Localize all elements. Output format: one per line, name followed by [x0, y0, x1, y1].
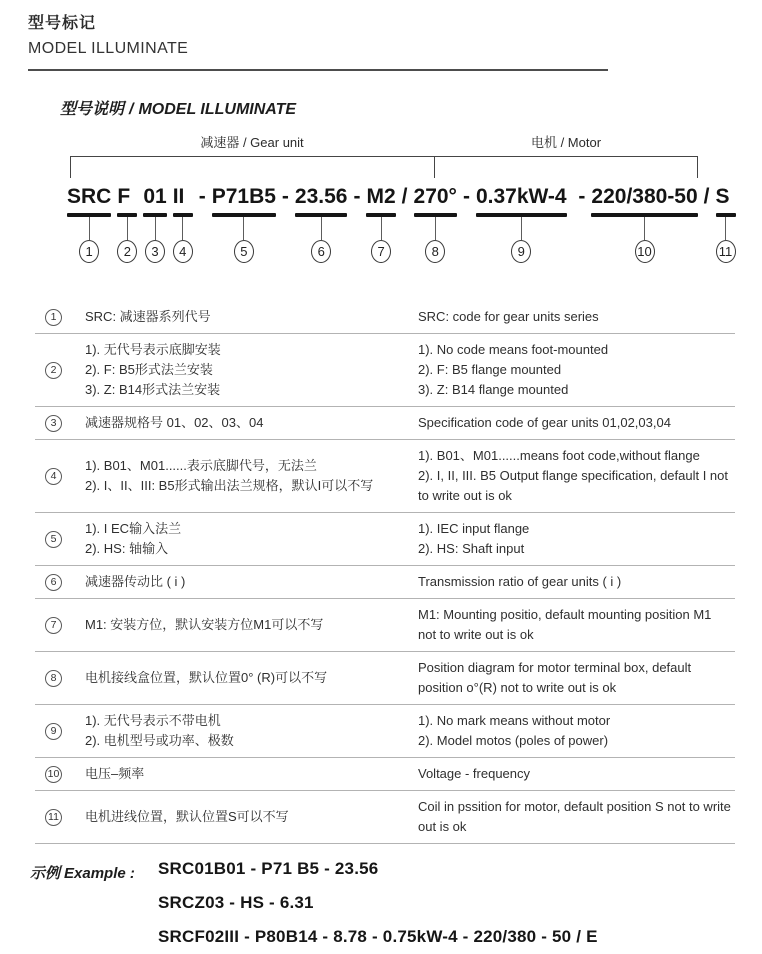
- row-number-cell: [35, 415, 85, 432]
- motor-bracket: [434, 132, 698, 178]
- text-line: 2). I, II, III. B5 Output flange specification, default I not to write out is ok: [418, 468, 729, 503]
- row-en-text: [418, 764, 735, 784]
- example-code: SRCZ03 - HS - 6.31: [158, 893, 314, 912]
- row-en-text: [418, 519, 735, 559]
- gear-unit-bracket: [70, 132, 434, 178]
- page-title-cn: 型号标记: [28, 15, 97, 32]
- row-number-cell: [35, 617, 85, 634]
- table-row: [35, 513, 735, 566]
- row-cn-text: [85, 413, 418, 433]
- segment-connector-line: [521, 217, 522, 240]
- row-cn-text: [85, 807, 418, 827]
- example-code: SRCF02III - P80B14 - 8.78 - 0.75kW-4 - 220/380 - 50 / E: [158, 927, 598, 946]
- model-segment-text: -: [462, 185, 470, 208]
- segment-connector-line: [435, 217, 436, 240]
- text-line: 1). I EC输入法兰: [85, 521, 182, 536]
- row-number-cell: [35, 362, 85, 379]
- text-line: 1). IEC input flange: [418, 521, 530, 536]
- example-code: SRC01B01 - P71 B5 - 23.56: [158, 859, 379, 878]
- model-segment: [713, 184, 739, 263]
- model-separator: [570, 184, 589, 210]
- text-line: 2). Model motos (poles of power): [418, 733, 609, 748]
- text-line: 3). Z: B14 flange mounted: [418, 382, 569, 397]
- model-segment: [140, 184, 169, 263]
- row-number-badge: 7: [45, 617, 62, 634]
- gear-unit-bracket-label: 减速器 / Gear unit: [200, 135, 304, 150]
- table-row: [35, 440, 735, 513]
- model-separator: [279, 184, 292, 210]
- model-segment: [209, 184, 279, 263]
- motor-bracket-label: 电机 / Motor: [530, 135, 602, 150]
- row-number-badge: 5: [45, 531, 62, 548]
- text-line: Position diagram for motor terminal box, default position o°(R) not to write out is ok: [418, 660, 692, 695]
- row-number-badge: 1: [45, 309, 62, 326]
- table-row: [35, 334, 735, 407]
- gear-unit-bracket-line: [70, 156, 434, 178]
- row-number-cell: [35, 766, 85, 783]
- segment-number-badge: 7: [371, 240, 391, 263]
- table-row: [35, 705, 735, 758]
- segment-number-badge: 10: [635, 240, 655, 263]
- model-segment-text: -: [198, 185, 206, 208]
- model-separator: [350, 184, 363, 210]
- segment-connector-line: [321, 217, 322, 240]
- segment-number-badge: 6: [311, 240, 331, 263]
- row-number-badge: 8: [45, 670, 62, 687]
- row-en-text: [418, 797, 735, 837]
- segment-number-badge: 9: [511, 240, 531, 263]
- row-cn-text: [85, 340, 418, 400]
- model-separator: [196, 184, 209, 210]
- row-en-text: [418, 340, 735, 400]
- text-line: 减速器传动比 ( i ): [85, 574, 186, 589]
- model-segment: [588, 184, 700, 263]
- model-separator: [460, 184, 473, 210]
- segment-number-badge: 11: [716, 240, 736, 263]
- table-row: [35, 599, 735, 652]
- model-segment-text: 23.56: [294, 185, 348, 208]
- segment-number-badge: 2: [117, 240, 137, 263]
- segment-connector-line: [89, 217, 90, 240]
- row-number-cell: [35, 531, 85, 548]
- text-line: 1). No code means foot-mounted: [418, 342, 609, 357]
- model-segment-text: SRC: [67, 185, 112, 208]
- model-segment-text: -: [572, 185, 586, 208]
- segment-number-badge: 8: [425, 240, 445, 263]
- model-separator: [701, 184, 713, 210]
- row-cn-text: [85, 307, 418, 327]
- row-number-cell: [35, 468, 85, 485]
- section-title-separator: /: [129, 101, 134, 118]
- segment-number-badge: 3: [145, 240, 165, 263]
- row-number-cell: [35, 574, 85, 591]
- row-en-text: [418, 605, 735, 645]
- row-number-badge: 4: [45, 468, 62, 485]
- model-segment: [292, 184, 351, 263]
- row-cn-text: [85, 764, 418, 784]
- row-en-text: [418, 572, 735, 592]
- example-section: [30, 859, 762, 954]
- example-code-list: [158, 859, 598, 954]
- text-line: 1). B01、M01......means foot code,without flange: [418, 448, 700, 463]
- segment-connector-line: [155, 217, 156, 240]
- row-number-cell: [35, 309, 85, 326]
- text-line: M1: 安装方位，默认安装方位M1可以不写: [85, 617, 324, 632]
- text-line: 电机进线位置，默认位置S可以不写: [85, 809, 289, 824]
- model-segment-text: II: [172, 185, 185, 208]
- model-separator: [399, 184, 411, 210]
- row-cn-text: [85, 711, 418, 751]
- model-segment-text: /: [401, 185, 408, 208]
- text-line: SRC: code for gear units series: [418, 309, 599, 324]
- model-segment-text: F: [117, 185, 131, 208]
- segment-number-badge: 4: [173, 240, 193, 263]
- row-number-badge: 9: [45, 723, 62, 740]
- model-segment-text: -: [281, 185, 289, 208]
- row-number-badge: 6: [45, 574, 62, 591]
- row-cn-text: [85, 615, 418, 635]
- text-line: 1). No mark means without motor: [418, 713, 611, 728]
- segment-connector-line: [381, 217, 382, 240]
- text-line: 1). 无代号表示不带电机: [85, 713, 221, 728]
- text-line: Coil in pssition for motor, default position S not to write out is ok: [418, 799, 731, 834]
- text-line: M1: Mounting positio, default mounting position M1 not to write out is ok: [418, 607, 712, 642]
- section-title-en: MODEL ILLUMINATE: [138, 101, 297, 118]
- model-segment: [473, 184, 570, 263]
- text-line: 2). 电机型号或功率、极数: [85, 733, 234, 748]
- text-line: 2). I、II、III: B5形式输出法兰规格，默认I可以不写: [85, 478, 374, 493]
- segment-connector-line: [182, 217, 183, 240]
- text-line: Voltage - frequency: [418, 766, 531, 781]
- text-line: 减速器规格号 01、02、03、04: [85, 415, 264, 430]
- text-line: 电压–频率: [85, 766, 145, 781]
- row-number-badge: 11: [45, 809, 62, 826]
- row-number-cell: [35, 723, 85, 740]
- text-line: SRC: 减速器系列代号: [85, 309, 211, 324]
- section-title-cn: 型号说明: [60, 101, 125, 118]
- text-line: 2). HS: 轴输入: [85, 541, 169, 556]
- model-segment-text: S: [715, 185, 730, 208]
- row-number-badge: 2: [45, 362, 62, 379]
- page-header: [0, 0, 762, 58]
- row-number-cell: [35, 670, 85, 687]
- section-title: [60, 96, 762, 119]
- model-segment-text: 01: [143, 185, 167, 208]
- text-line: 1). 无代号表示底脚安装: [85, 342, 221, 357]
- text-line: 1). B01、M01......表示底脚代号，无法兰: [85, 458, 317, 473]
- row-en-text: [418, 413, 735, 433]
- page-title-en: MODEL ILLUMINATE: [28, 40, 189, 57]
- example-label-cn: 示例: [30, 865, 61, 882]
- segment-number-badge: 1: [79, 240, 99, 263]
- model-segment: [64, 184, 114, 263]
- table-row: [35, 652, 735, 705]
- model-segment-text: -: [353, 185, 361, 208]
- model-segment: [363, 184, 398, 263]
- segment-connector-line: [725, 217, 726, 240]
- row-number-badge: 3: [45, 415, 62, 432]
- row-cn-text: [85, 519, 418, 559]
- table-row: [35, 791, 735, 844]
- model-segment-text: P71B5: [211, 185, 276, 208]
- example-label: [30, 859, 158, 954]
- row-en-text: [418, 446, 735, 506]
- table-row: [35, 407, 735, 440]
- bracket-row: [70, 132, 720, 178]
- segment-connector-line: [644, 217, 645, 240]
- segment-connector-line: [127, 217, 128, 240]
- table-row: [35, 301, 735, 334]
- motor-bracket-line: [434, 156, 698, 178]
- row-en-text: [418, 658, 735, 698]
- model-segment-text: 270°: [413, 185, 457, 208]
- row-cn-text: [85, 572, 418, 592]
- text-line: 电机接线盒位置，默认位置0° (R)可以不写: [85, 670, 328, 685]
- model-code-line: [64, 184, 733, 263]
- row-number-cell: [35, 809, 85, 826]
- text-line: Transmission ratio of gear units ( i ): [418, 574, 622, 589]
- model-segment-text: 220/380-50: [591, 185, 698, 208]
- model-code-diagram: [64, 132, 733, 263]
- segment-number-badge: 5: [234, 240, 254, 263]
- row-number-badge: 10: [45, 766, 62, 783]
- model-segment: [170, 184, 196, 263]
- header-divider: [28, 69, 608, 71]
- row-en-text: [418, 307, 735, 327]
- model-segment: [411, 184, 460, 263]
- text-line: 2). F: B5形式法兰安装: [85, 362, 213, 377]
- model-segment-text: /: [703, 185, 710, 208]
- spec-table: [35, 301, 735, 844]
- row-en-text: [418, 711, 735, 751]
- segment-connector-line: [243, 217, 244, 240]
- row-cn-text: [85, 456, 418, 496]
- example-label-en: Example :: [64, 865, 135, 882]
- table-row: [35, 758, 735, 791]
- text-line: Specification code of gear units 01,02,03,04: [418, 415, 671, 430]
- row-cn-text: [85, 668, 418, 688]
- text-line: 2). HS: Shaft input: [418, 541, 525, 556]
- text-line: 2). F: B5 flange mounted: [418, 362, 562, 377]
- table-row: [35, 566, 735, 599]
- text-line: 3). Z: B14形式法兰安装: [85, 382, 221, 397]
- model-segment-text: 0.37kW-4: [475, 185, 567, 208]
- model-segment-text: M2: [366, 185, 396, 208]
- model-segment: [114, 184, 140, 263]
